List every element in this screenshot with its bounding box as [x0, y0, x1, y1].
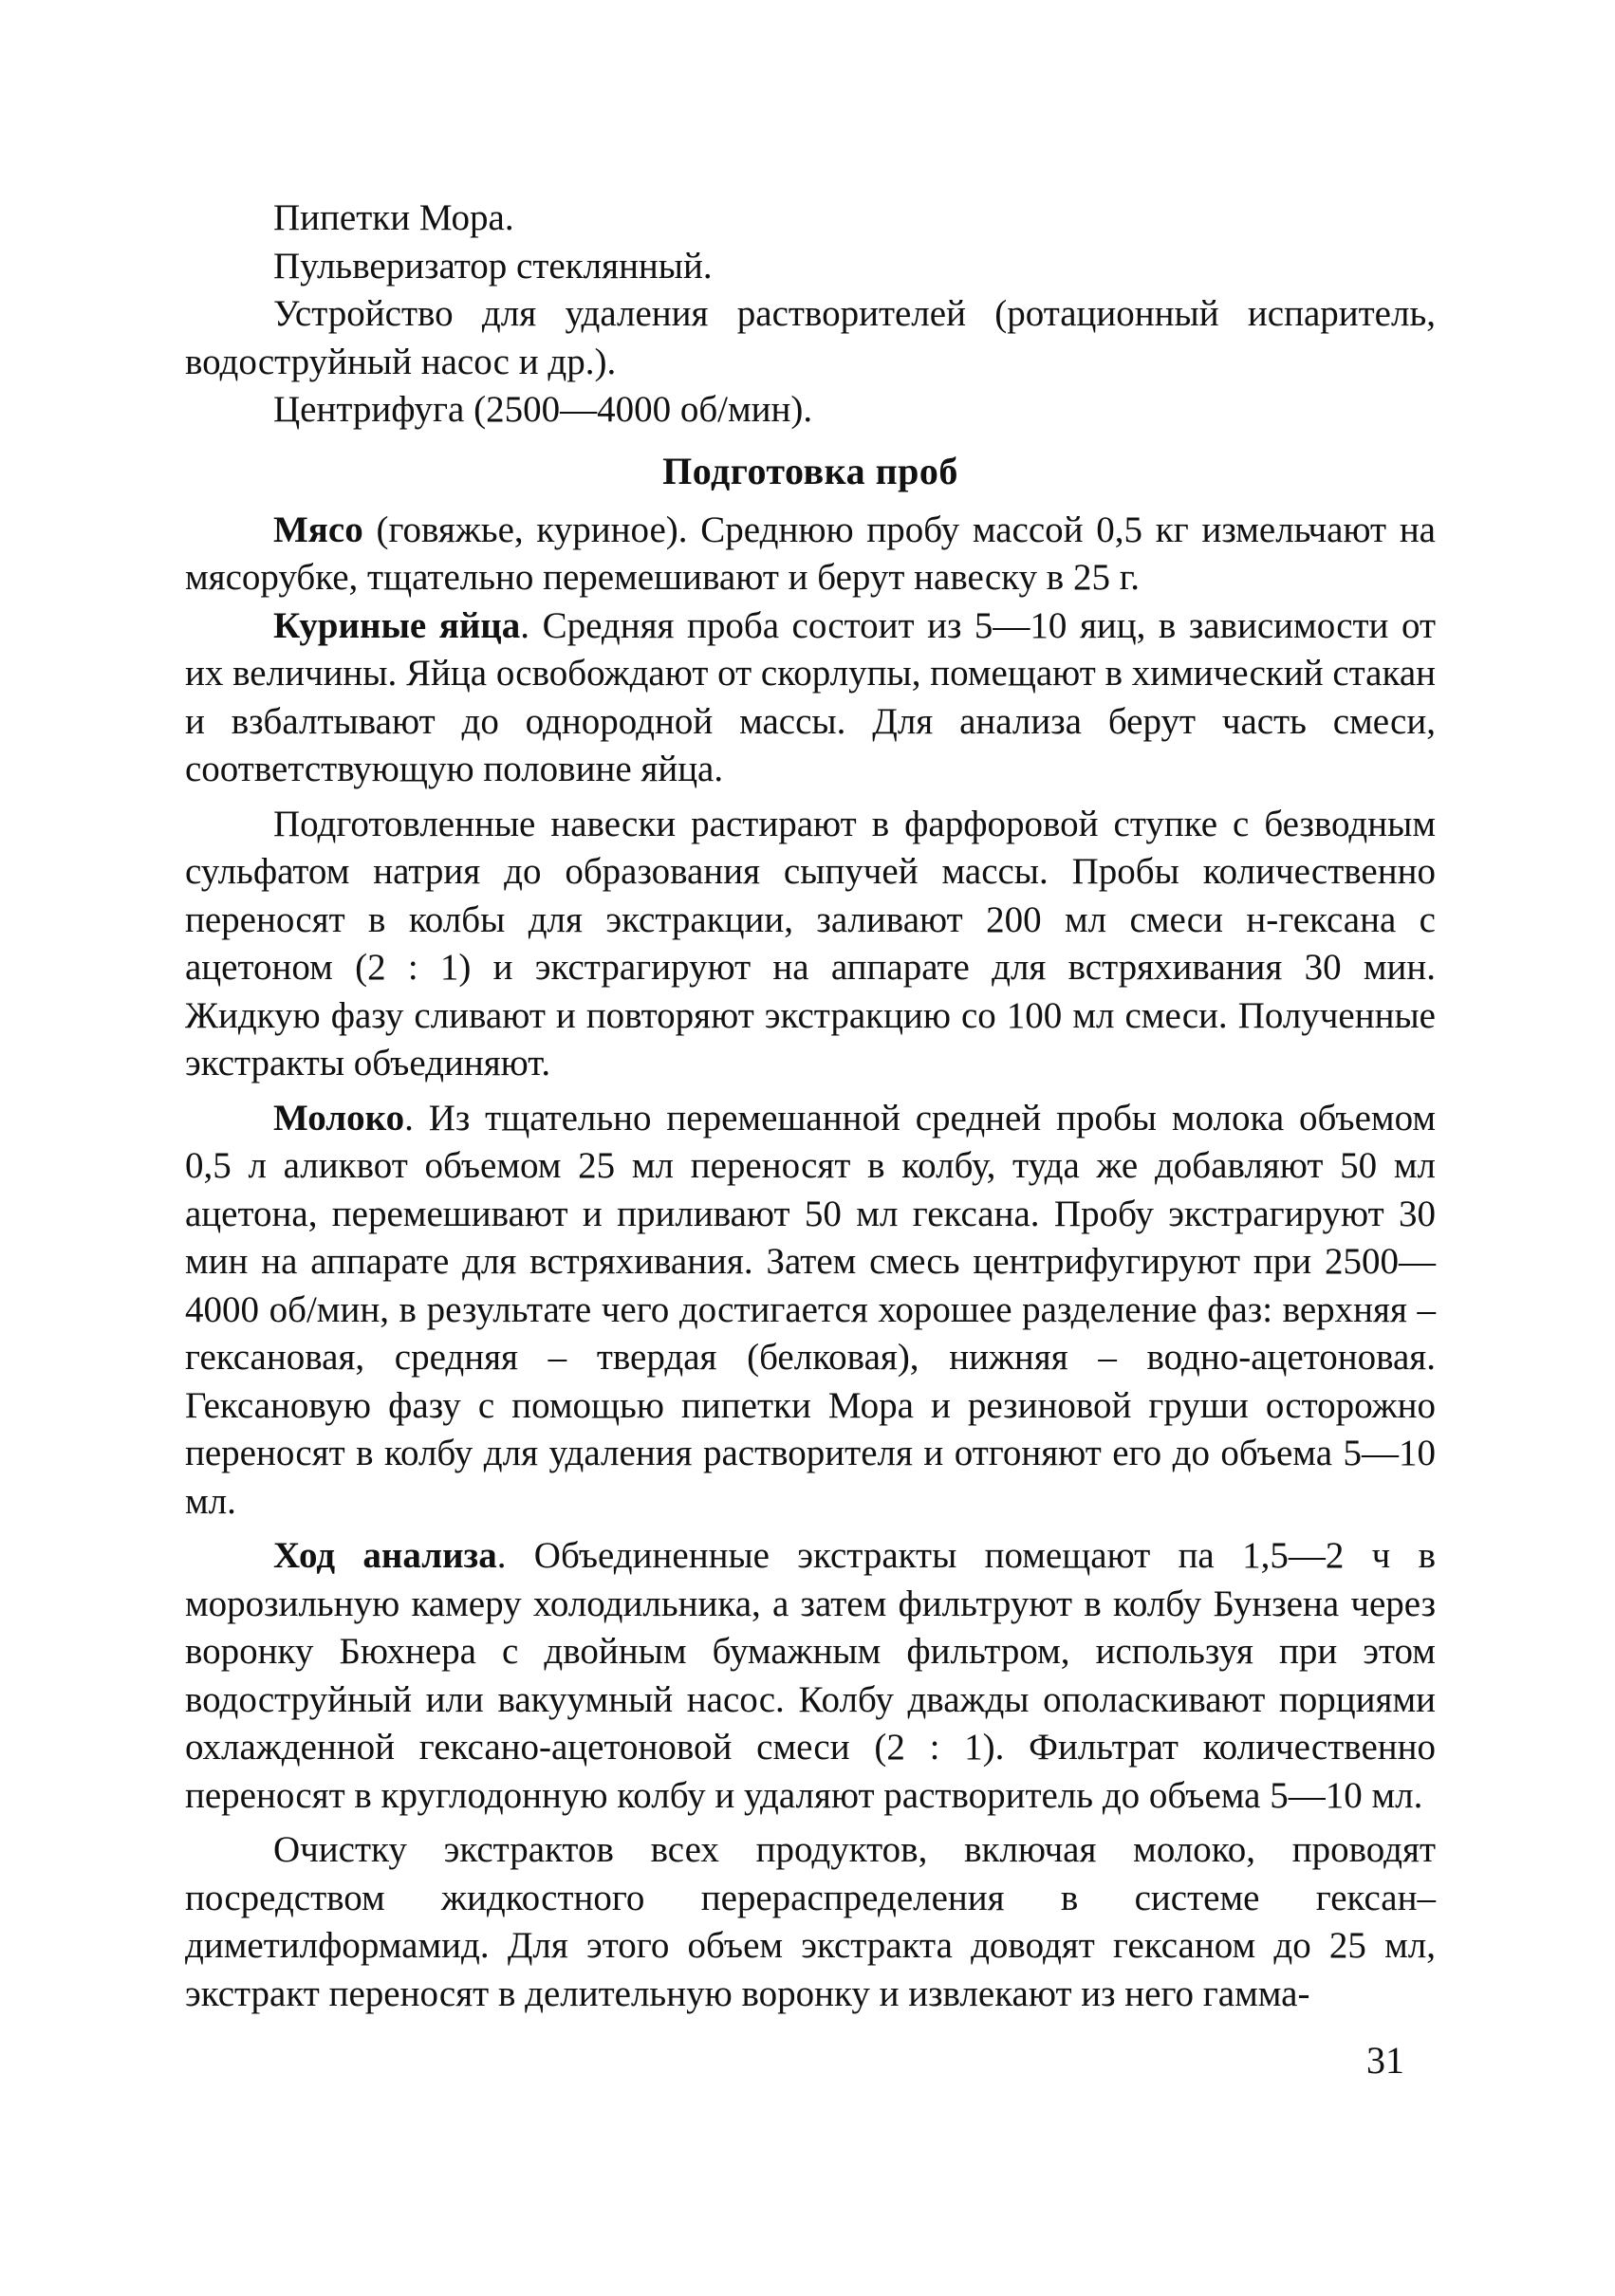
paragraph-meat [185, 507, 1436, 602]
equipment-item: Устройство для удаления растворителей (ротационный испаритель, водоструйный насос и др.). [185, 293, 1436, 382]
paragraph-meat-text: (говяжье, куриное). Среднюю пробу массой 0,5 кг измельчают на мясорубке, тщательно перемешивают и берут навеску в 25 г. [185, 509, 1436, 598]
section-heading: Подготовка проб [662, 449, 958, 492]
paragraph-eggs-text: . Средняя проба состоит из 5—10 яиц, в зависимости от их величины. Яйца освобождают от скорлупы, помещают в химический стакан и взбалтывают до однородной массы. Для анализа берут часть смеси, соответствующую половине яйца. [185, 604, 1437, 789]
term-milk: Молоко [273, 1097, 405, 1139]
term-meat: Мясо [273, 509, 363, 550]
equipment-item: Центрифуга (2500—4000 об/мин). [273, 389, 813, 430]
equipment-item: Пульверизатор стеклянный. [273, 245, 713, 287]
paragraph-prepared: Подготовленные навески растирают в фарфоровой ступке с безводным сульфатом натрия до образования сыпучей массы. Пробы количественно переносят в колбы для экстракции, заливают 200 мл смеси н-гексана с ацетоном (2 : 1) и экстрагируют на аппарате для встряхивания 30 мин. Жидкую фазу сливают и повторяют экстракцию со 100 мл смеси. Полученные экстракты объединяют. [185, 803, 1436, 1083]
paragraph-eggs [185, 602, 1436, 794]
page-number: 31 [1366, 2039, 1404, 2082]
term-analysis: Ход анализа [273, 1535, 497, 1576]
paragraph-analysis-text: . Объединенные экстракты помещают па 1,5—2 ч в морозильную камеру холодильника, а затем фильтруют в колбу Бунзена через воронку Бюхнера с двойным бумажным фильтром, используя при этом водоструйный или вакуумный насос. Колбу дважды ополаскивают порциями охлажденной гексано-ацетоновой смеси (2 : 1). Фильтрат количественно переносят в круглодонную колбу и удаляют растворитель до объема 5—10 мл. [185, 1535, 1436, 1816]
paragraph-milk-text: . Из тщательно перемешанной средней пробы молока объемом 0,5 л аликвот объемом 25 мл переносят в колбу, туда же добавляют 50 мл ацетона, перемешивают и приливают 50 мл гексана. Пробу экстрагируют 30 мин на аппарате для встряхивания. Затем смесь центрифугируют при 2500—4000 об/мин, в результате чего достигается хорошее разделение фаз: верхняя – гексановая, средняя – твердая (белковая), нижняя – водно-ацетоновая. Гексановую фазу с помощью пипетки Мора и резиновой груши осторожно переносят в колбу для удаления растворителя и отгоняют его до объема 5—10 мл. [185, 1097, 1436, 1522]
page-body [185, 194, 1436, 2018]
paragraph-cleanup: Очистку экстрактов всех продуктов, включая молоко, проводят посредством жидкостного перераспределения в системе гексан–диметилформамид. Для этого объем экстракта доводят гексаном до 25 мл, экстракт переносят в делительную воронку и извлекают из него гамма- [185, 1829, 1436, 2014]
term-eggs: Куриные яйца [273, 604, 521, 646]
paragraph-milk [185, 1095, 1436, 1527]
paragraph-analysis [185, 1532, 1436, 1820]
equipment-item: Пипетки Мора. [273, 197, 514, 238]
